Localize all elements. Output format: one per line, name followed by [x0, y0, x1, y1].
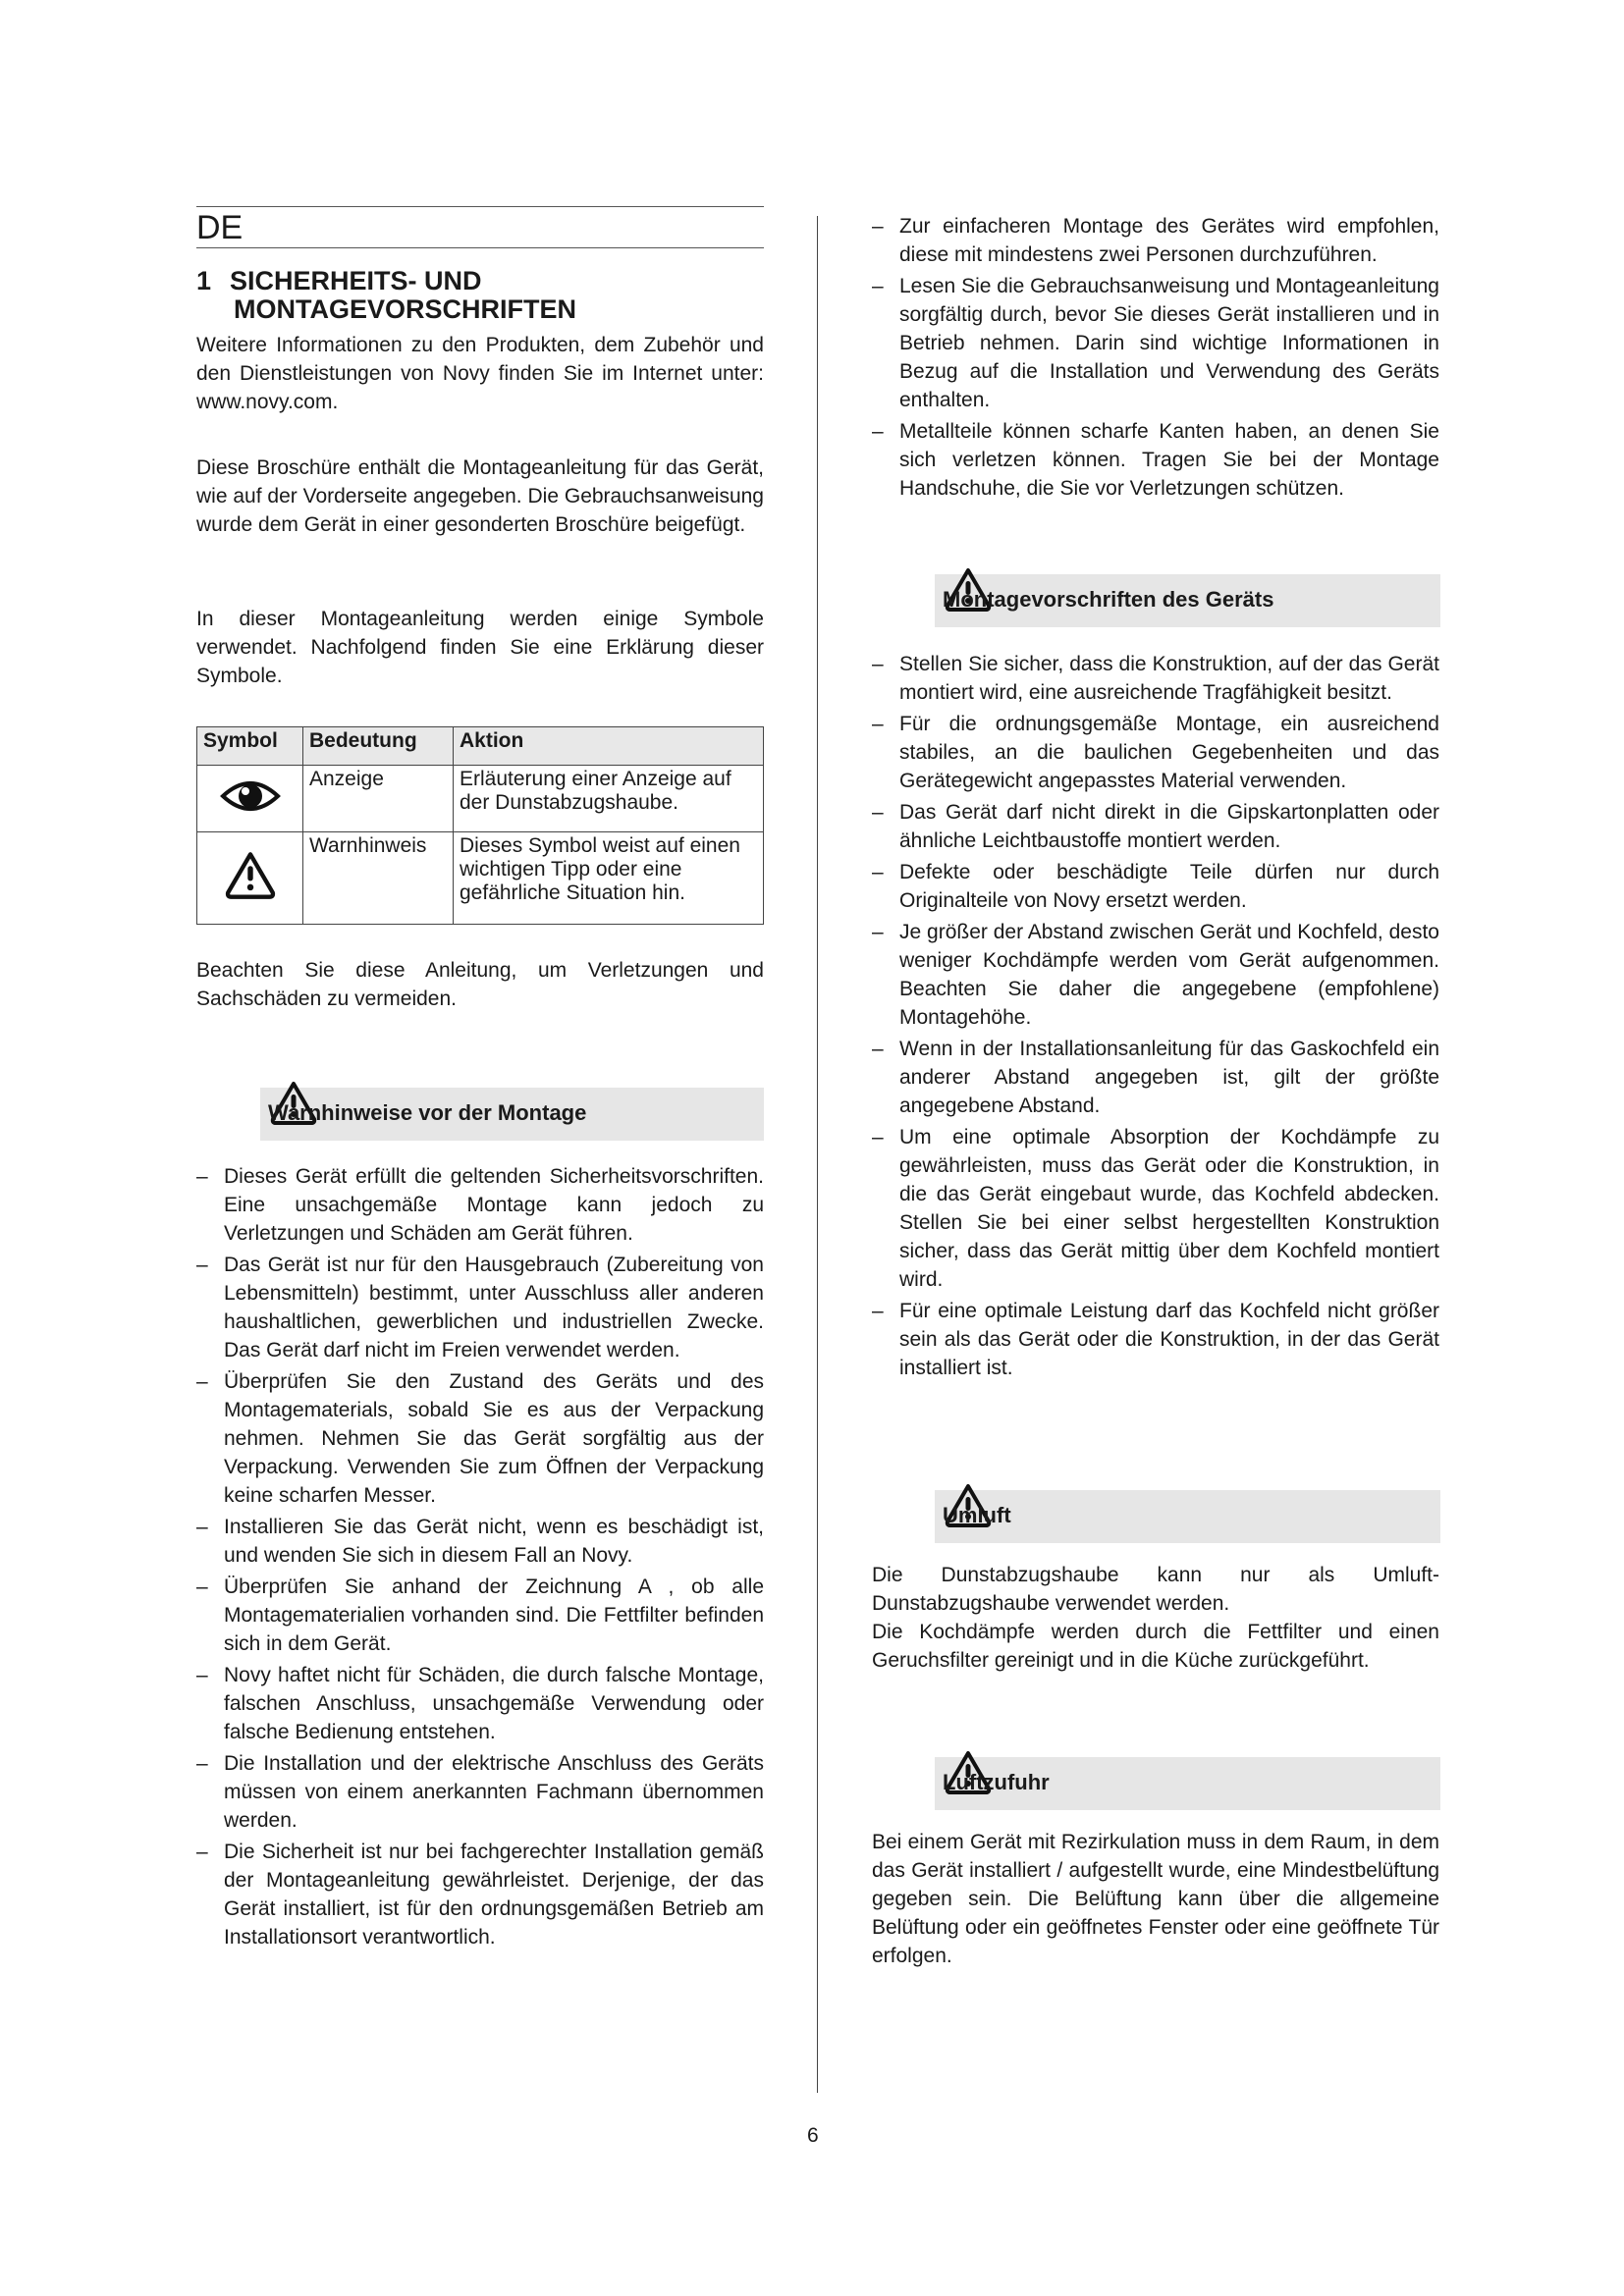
- list-item: – Die Sicherheit ist nur bei fachgerechter Installation gemäß der Montageanleitung gewährleistet. Derjenige, der das Gerät installiert, ist für den ordnungsgemäßen Betrieb am Installationsort verantwortlich.: [196, 1841, 764, 1949]
- list-item: – Installieren Sie das Gerät nicht, wenn es beschädigt ist, und wenden Sie sich in diesem Fall an Novy.: [196, 1516, 764, 1567]
- list-item: – Um eine optimale Absorption der Kochdämpfe zu gewährleisten, muss das Gerät oder die Konstruktion, in die das Gerät eingebaut wurde, das Kochfeld abdecken. Stellen Sie bei einer selbst hergestellten Konstruktion sicher, dass das Gerät mittig über dem Kochfeld montiert wird.: [872, 1126, 1439, 1291]
- list-item: – Überprüfen Sie den Zustand des Geräts und des Montagematerials, sobald Sie es aus der Verpackung nehmen. Nehmen Sie das Gerät sorgfältig aus der Verpackung. Verwenden Sie zum Öffnen der Verpackung keine scharfen Messer.: [196, 1370, 764, 1507]
- list-item: – Lesen Sie die Gebrauchsanweisung und Montageanleitung sorgfältig durch, bevor Sie dieses Gerät installieren und in Betrieb nehmen. Darin sind wichtige Informationen in Bezug auf die Installation und Verwendung des Geräts enthalten.: [872, 275, 1439, 411]
- list-item: – Wenn in der Installationsanleitung für das Gaskochfeld ein anderer Abstand angegeben ist, gilt der größte angegebene Abstand.: [872, 1038, 1439, 1117]
- section-heading-warnings: [260, 1088, 764, 1141]
- list-item: – Je größer der Abstand zwischen Gerät und Kochfeld, desto weniger Kochdämpfe werden vom Gerät aufgenommen. Beachten Sie daher die angegebene (empfohlene) Montagehöhe.: [872, 921, 1439, 1029]
- air-supply-paragraph: Bei einem Gerät mit Rezirkulation muss in dem Raum, in dem das Gerät installiert / aufgestellt wurde, eine Mindestbelüftung gegeben sein. Die Belüftung kann über die allgemeine Belüftung oder ein geöffnetes Fenster oder eine geöffnete Tür erfolgen.: [872, 1831, 1439, 1967]
- list-item: – Metallteile können scharfe Kanten haben, an denen Sie sich verletzen können. Tragen Sie bei der Montage Handschuhe, die Sie vor Verletzungen schützen.: [872, 420, 1439, 500]
- table-row: [197, 766, 764, 832]
- table-header: Symbol: [197, 727, 303, 766]
- table-cell-action: Erläuterung einer Anzeige auf der Dunstabzugshaube.: [454, 766, 764, 832]
- section-heading-recirculation: [935, 1490, 1440, 1543]
- list-item: – Für die ordnungsgemäße Montage, ein ausreichend stabiles, an die baulichen Gegebenheiten und das Gerätegewicht angepasstes Material verwenden.: [872, 713, 1439, 792]
- section-title: Luftzufuhr: [943, 1770, 1050, 1794]
- table-row: [197, 832, 764, 925]
- eye-icon: [197, 766, 303, 832]
- list-item: – Das Gerät darf nicht direkt in die Gipskartonplatten oder ähnliche Leichtbaustoffe montiert werden.: [872, 801, 1439, 852]
- language-code: DE: [196, 209, 244, 246]
- table-header: Bedeutung: [303, 727, 454, 766]
- intro-paragraph: Diese Broschüre enthält die Montageanleitung für das Gerät, wie auf der Vorderseite angegeben. Die Gebrauchsanweisung wurde dem Gerät in einer gesonderten Broschüre beigefügt.: [196, 456, 764, 536]
- section-title: Warnhinweise vor der Montage: [268, 1100, 587, 1125]
- table-cell-meaning: Anzeige: [303, 766, 454, 832]
- list-item: – Novy haftet nicht für Schäden, die durch falsche Montage, falschen Anschluss, unsachgemäße Verwendung oder falsche Bedienung entstehen.: [196, 1664, 764, 1743]
- section-heading-mounting: [935, 574, 1440, 627]
- list-item: – Die Installation und der elektrische Anschluss des Geräts müssen von einem anerkannten Fachmann übernommen werden.: [196, 1752, 764, 1832]
- chapter-title-line1: SICHERHEITS- UND: [230, 266, 482, 295]
- table-header-row: [197, 727, 764, 766]
- chapter-heading: [196, 267, 764, 324]
- page-number: 6: [807, 2124, 819, 2147]
- top-rule: [196, 206, 764, 207]
- chapter-title-line2: MONTAGEVORSCHRIFTEN: [234, 294, 576, 324]
- warnings-list: [196, 1162, 764, 1954]
- recirculation-paragraph: Die Kochdämpfe werden durch die Fettfilter und einen Geruchsfilter gereinigt und in die Küche zurückgeführt.: [872, 1621, 1439, 1672]
- table-cell-meaning: Warnhinweis: [303, 832, 454, 925]
- section-heading-air-supply: [935, 1757, 1440, 1810]
- mounting-list: [872, 650, 1439, 1385]
- list-item: – Stellen Sie sicher, dass die Konstruktion, auf der das Gerät montiert wird, eine ausreichende Tragfähigkeit besitzt.: [872, 653, 1439, 704]
- column-divider: [817, 216, 818, 2093]
- chapter-number: 1: [196, 266, 212, 295]
- warnings-list-continued: [872, 212, 1439, 506]
- intro-paragraph: In dieser Montageanleitung werden einige Symbole verwendet. Nachfolgend finden Sie eine Erklärung dieser Symbole.: [196, 608, 764, 687]
- list-item: – Defekte oder beschädigte Teile dürfen nur durch Originalteile von Novy ersetzt werden.: [872, 861, 1439, 912]
- intro-paragraph: Weitere Informationen zu den Produkten, dem Zubehör und den Dienstleistungen von Novy finden Sie im Internet unter: www.novy.com.: [196, 334, 764, 413]
- table-header: Aktion: [454, 727, 764, 766]
- symbol-table: [196, 726, 764, 925]
- table-cell-action: Dieses Symbol weist auf einen wichtigen Tipp oder eine gefährliche Situation hin.: [454, 832, 764, 925]
- list-item: – Zur einfacheren Montage des Gerätes wird empfohlen, diese mit mindestens zwei Personen durchzuführen.: [872, 215, 1439, 266]
- header-rule: [196, 247, 764, 248]
- section-title: Montagevorschriften des Geräts: [943, 587, 1274, 612]
- section-title: Umluft: [943, 1503, 1011, 1527]
- list-item: – Dieses Gerät erfüllt die geltenden Sicherheitsvorschriften. Eine unsachgemäße Montage kann jedoch zu Verletzungen und Schäden am Gerät führen.: [196, 1165, 764, 1245]
- list-item: – Überprüfen Sie anhand der Zeichnung A , ob alle Montagematerialien vorhanden sind. Die Fettfilter befinden sich in dem Gerät.: [196, 1575, 764, 1655]
- warning-icon: [197, 832, 303, 925]
- list-item: – Das Gerät ist nur für den Hausgebrauch (Zubereitung von Lebensmitteln) bestimmt, unter Ausschluss aller anderen haushaltlichen, gewerblichen und industriellen Zwecke. Das Gerät darf nicht im Freien verwendet werden.: [196, 1254, 764, 1362]
- recirculation-paragraph: Die Dunstabzugshaube kann nur als Umluft-Dunstabzugshaube verwendet werden.: [872, 1564, 1439, 1615]
- note-paragraph: Beachten Sie diese Anleitung, um Verletzungen und Sachschäden zu vermeiden.: [196, 959, 764, 1010]
- list-item: – Für eine optimale Leistung darf das Kochfeld nicht größer sein als das Gerät oder die Konstruktion, in der das Gerät installiert ist.: [872, 1300, 1439, 1379]
